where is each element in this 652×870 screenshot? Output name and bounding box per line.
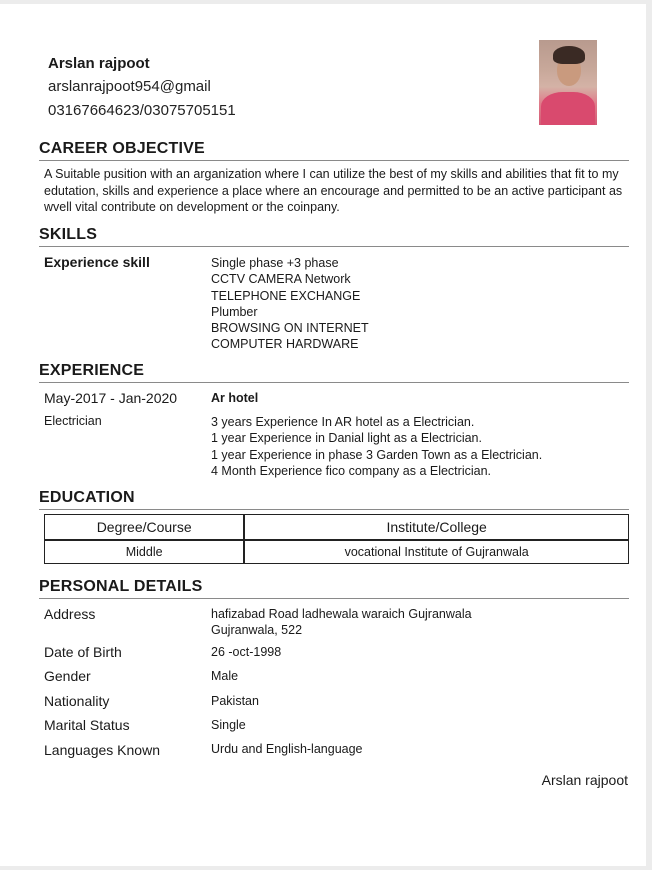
address-label: Address: [44, 606, 96, 622]
experience-heading: EXPERIENCE: [39, 362, 629, 383]
table-header-degree: Degree/Course: [44, 514, 244, 540]
table-cell-institute: vocational Institute of Gujranwala: [244, 540, 629, 564]
skills-list: [211, 255, 369, 353]
nationality-label: Nationality: [44, 693, 110, 709]
education-heading: EDUCATION: [39, 489, 629, 510]
table-header-institute: Institute/College: [244, 514, 629, 540]
languages-label: Languages Known: [44, 742, 160, 758]
experience-list: [211, 414, 542, 479]
table-row: [44, 540, 629, 564]
profile-photo: [539, 40, 597, 125]
experience-period: May-2017 - Jan-2020: [44, 390, 178, 406]
list-item: CCTV CAMERA Network: [211, 272, 351, 287]
list-item: 3 years Experience In AR hotel as a Electrician.: [211, 415, 475, 429]
career-objective-text: A Suitable pusition with an arganization where I can utilize the best of my skills and abilities that fit to my edutation, skills and experience a place where an encourage and permitted to be an active participant as wvell vital contribute on development or the coinpany.: [44, 167, 623, 214]
skills-heading: SKILLS: [39, 226, 629, 247]
experience-skill-label: Experience skill: [44, 254, 150, 270]
dob-label: Date of Birth: [44, 644, 122, 660]
list-item: COMPUTER HARDWARE: [211, 337, 359, 352]
experience-employer: Ar hotel: [211, 391, 259, 405]
gender-label: Gender: [44, 668, 91, 684]
career-objective-heading: CAREER OBJECTIVE: [39, 140, 629, 161]
list-item: 4 Month Experience fico company as a Electrician.: [211, 463, 491, 478]
list-item: 1 year Experience in phase 3 Garden Town as a Electrician.: [211, 447, 543, 462]
address-line2: Gujranwala, 522: [211, 623, 303, 637]
list-item: Single phase +3 phase: [211, 256, 339, 270]
gender-value: Male: [211, 669, 239, 683]
languages-value: Urdu and English-language: [211, 742, 363, 756]
table-header-row: [44, 514, 629, 540]
table-cell-degree: Middle: [44, 540, 244, 564]
list-item: Plumber: [211, 304, 258, 319]
marital-status-value: Single: [211, 718, 246, 732]
email-text: arslanrajpoot954@gmail: [48, 78, 211, 95]
resume-page: [0, 4, 646, 866]
experience-role: Electrician: [44, 414, 102, 428]
dob-value: 26 -oct-1998: [211, 645, 282, 659]
address-line1: hafizabad Road ladhewala waraich Gujranwala: [211, 607, 472, 621]
education-table: [44, 514, 629, 564]
list-item: TELEPHONE EXCHANGE: [211, 288, 361, 303]
personal-details-heading: PERSONAL DETAILS: [39, 578, 629, 599]
signature: Arslan rajpoot: [541, 772, 628, 788]
list-item: 1 year Experience in Danial light as a Electrician.: [211, 431, 482, 446]
nationality-value: Pakistan: [211, 694, 259, 708]
marital-status-label: Marital Status: [44, 717, 130, 733]
phone-text: 03167664623/03075705151: [48, 102, 236, 119]
list-item: BROWSING ON INTERNET: [211, 321, 369, 336]
candidate-name: Arslan rajpoot: [48, 55, 150, 72]
